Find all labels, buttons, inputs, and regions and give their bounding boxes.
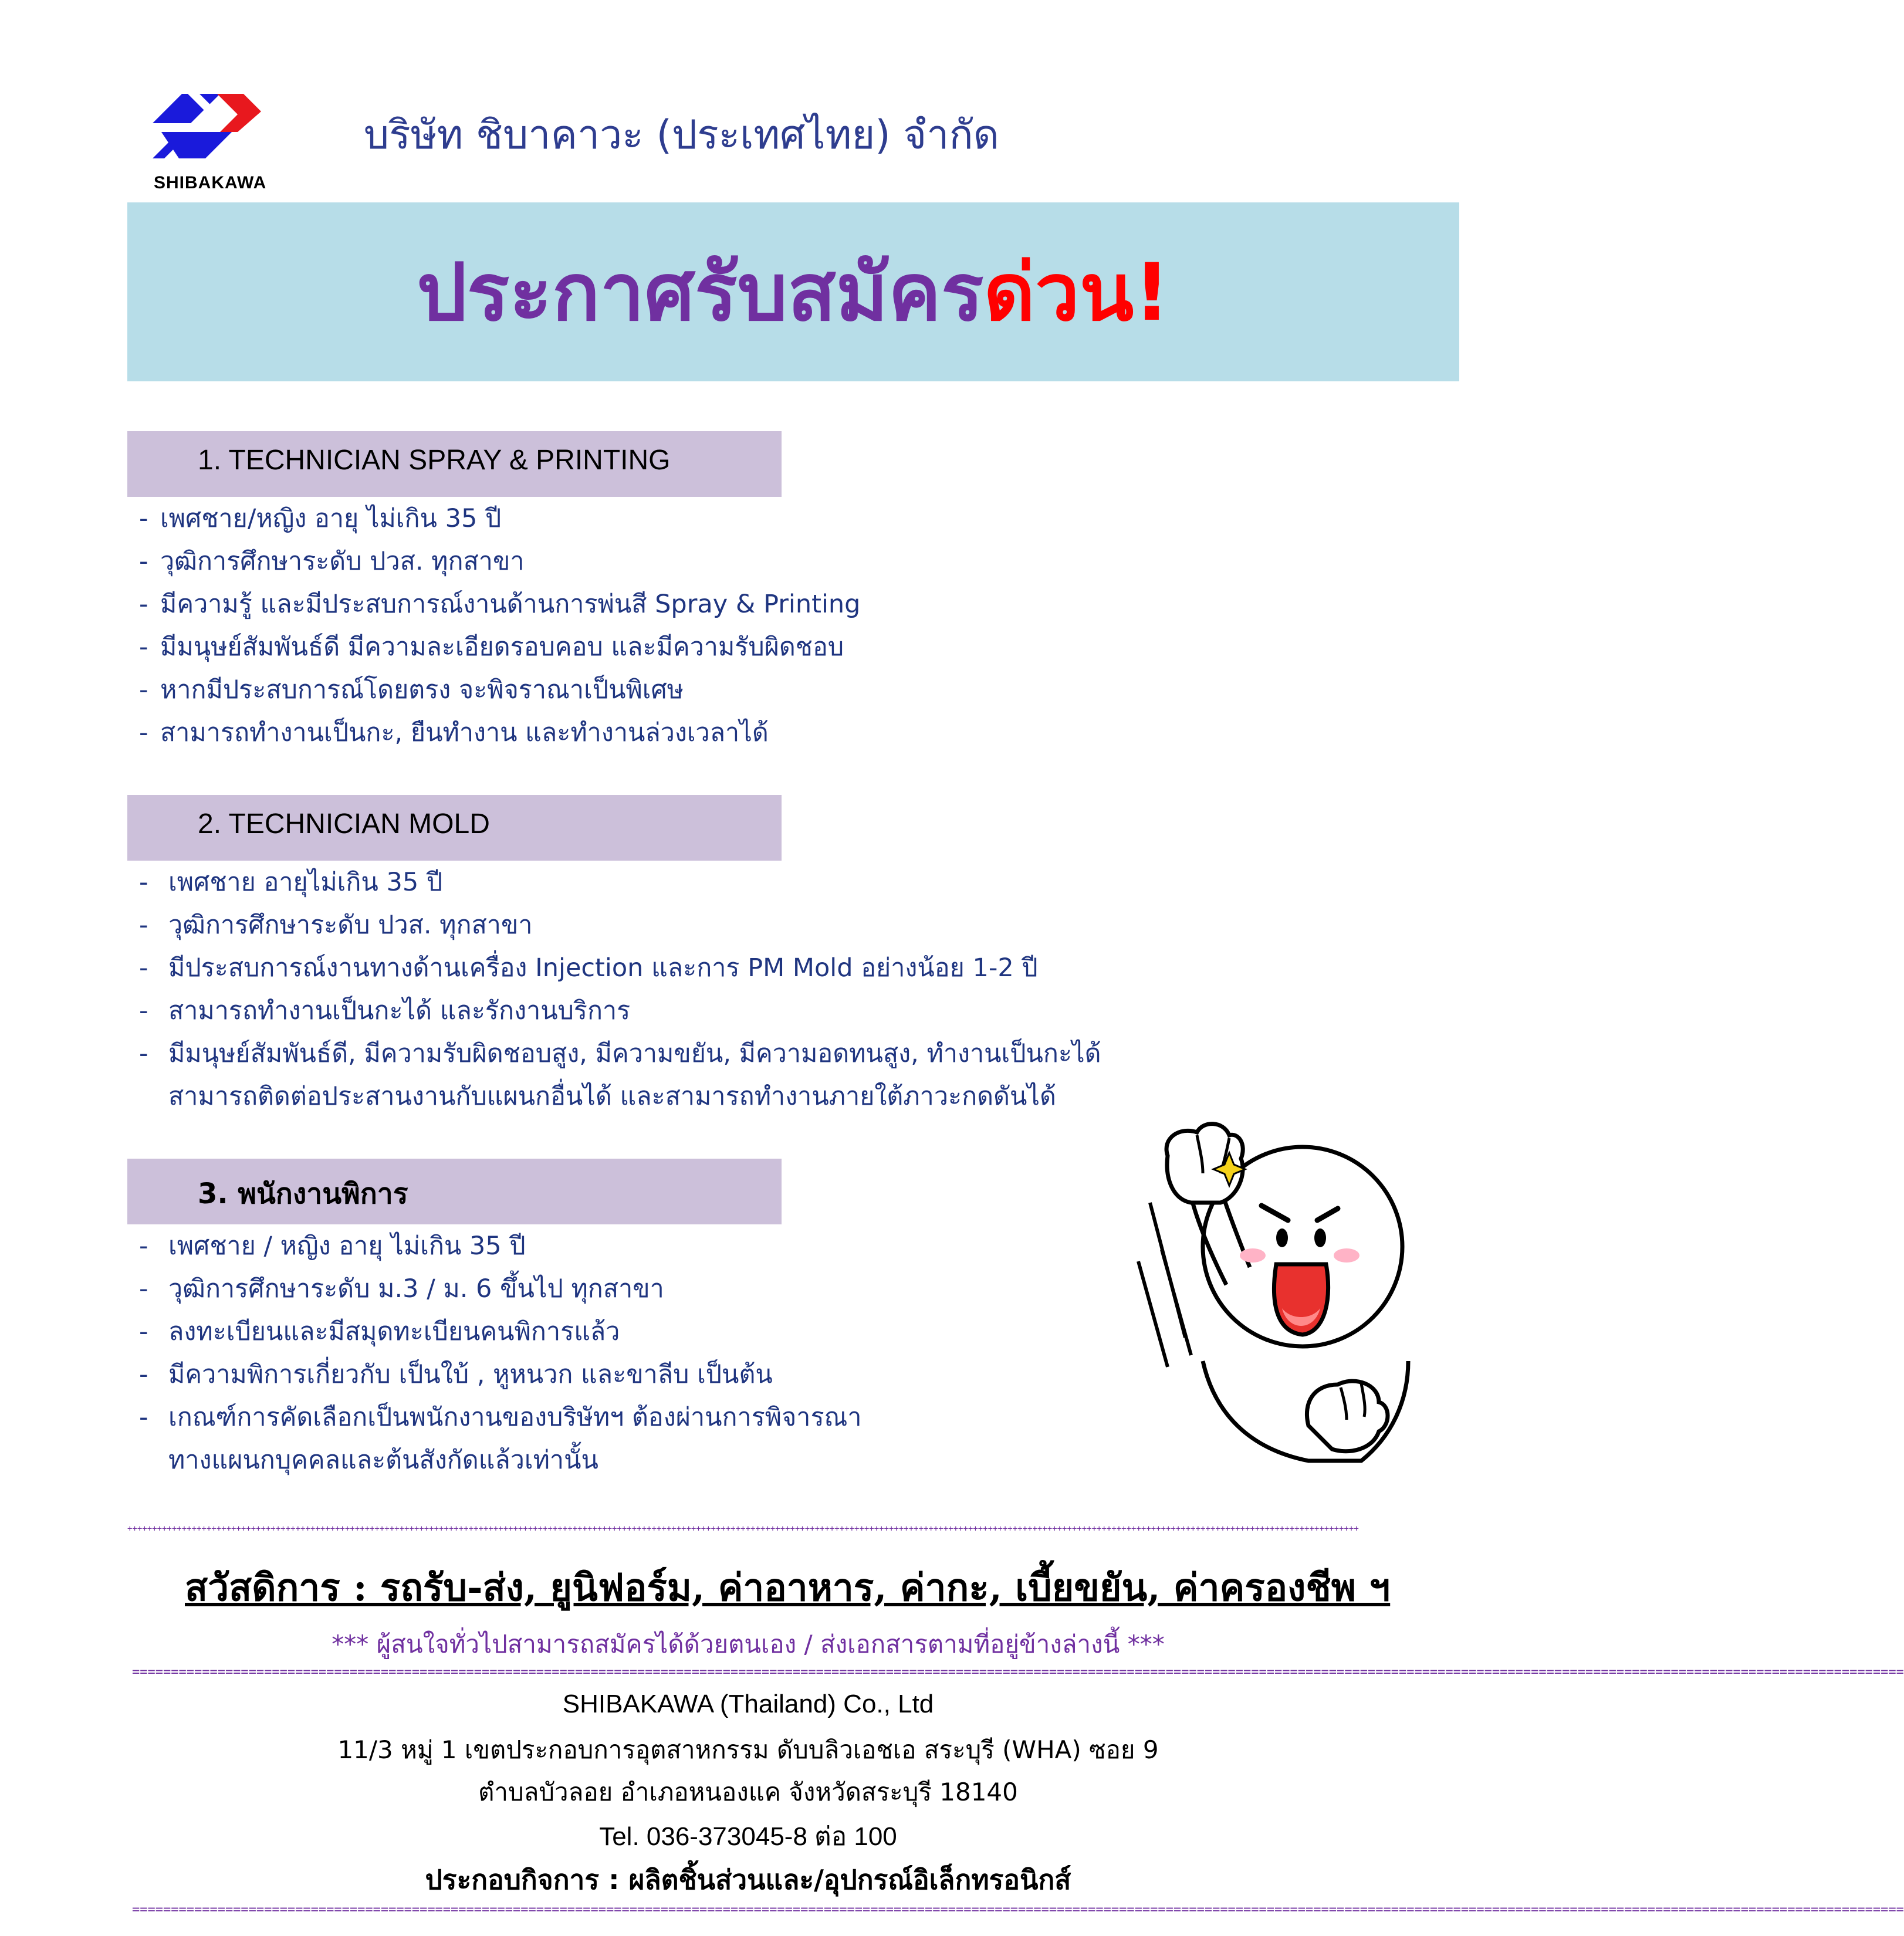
position-title: 3. พนักงานพิการ (198, 1177, 408, 1210)
application-note: *** ผู้สนใจทั่วไปสามารถสมัครได้ด้วยตนเอง / ส่งเอกสารตามที่อยู่ข้างล่างนี้ *** (332, 1630, 1165, 1659)
address-line-2: ตำบลบัวลอย อำเภอหนองแค จังหวัดสระบุรี 18140 (478, 1778, 1018, 1806)
position-header-1 (127, 431, 782, 497)
banner-title (127, 202, 1459, 381)
list-item: - สามารถทำงานเป็นกะ, ยืนทำงาน และทำงานล่วงเวลาได้ (139, 718, 769, 747)
cheering-mascot-icon (1115, 1109, 1432, 1473)
business-type: ประกอบกิจการ : ผลิตชิ้นส่วนและ/อุปกรณ์อิเล็กทรอนิกส์ (425, 1864, 1071, 1896)
list-item-continuation: สามารถติดต่อประสานงานกับแผนกอื่นได้ และสามารถทำงานภายใต้ภาวะกดดันได้ (168, 1082, 1056, 1111)
logo-text: SHIBAKAWA (154, 173, 267, 192)
list-item: - วุฒิการศึกษาระดับ ม.3 / ม. 6 ขึ้นไป ทุกสาขา (139, 1274, 664, 1304)
position-header-2 (127, 795, 782, 861)
telephone: Tel. 036-373045-8 ต่อ 100 (599, 1822, 897, 1851)
position-1-requirements (139, 497, 860, 754)
equals-separator-bottom: ==================================================================================================================================================================================================================================== (132, 1903, 1904, 1917)
list-item: - เกณฑ์การคัดเลือกเป็นพนักงานของบริษัทฯ ต้องผ่านการพิจารณา (139, 1403, 862, 1432)
banner-title-urgent: ด่วน! (983, 246, 1170, 339)
banner-title-main: ประกาศรับสมัคร (417, 246, 984, 339)
list-item: - ลงทะเบียนและมีสมุดทะเบียนคนพิการแล้ว (139, 1317, 620, 1346)
list-item: - วุฒิการศึกษาระดับ ปวส. ทุกสาขา (139, 547, 525, 576)
plus-separator: +++++++++++++++++++++++++++++++++++++++++++++++++++++++++++++++++++++++++++++++++++++++++++++++++++++++++++++++++++++++++++++++++++++++++++++++++++++++++++++++++++++++++++++++++++++++++++++++++++++++++++++++++++++++++++++++++++++++++++++++++++++++++ (127, 1524, 1359, 1534)
company-name: บริษัท ชิบาคาวะ (ประเทศไทย) จำกัด (364, 112, 999, 158)
list-item: - มีความรู้ และมีประสบการณ์งานด้านการพ่นสี Spray & Printing (139, 590, 861, 619)
list-item: - หากมีประสบการณ์โดยตรง จะพิจราณาเป็นพิเศษ (139, 675, 684, 705)
list-item: - สามารถทำงานเป็นกะได้ และรักงานบริการ (139, 996, 631, 1025)
list-item: - มีมนุษย์สัมพันธ์ดี, มีความรับผิดชอบสูง, มีความขยัน, มีความอดทนสูง, ทำงานเป็นกะได้ (139, 1039, 1101, 1068)
position-header-3 (127, 1159, 782, 1224)
company-english-name: SHIBAKAWA (Thailand) Co., Ltd (562, 1690, 934, 1718)
list-item: - เพศชาย อายุไม่เกิน 35 ปี (139, 868, 443, 897)
position-title: 2. TECHNICIAN MOLD (198, 808, 490, 840)
position-3-requirements (139, 1225, 862, 1482)
list-item: - มีความพิการเกี่ยวกับ เป็นใบ้ , หูหนวก และขาลีบ เป็นต้น (139, 1360, 773, 1389)
list-item-continuation: ทางแผนกบุคคลและต้นสังกัดแล้วเท่านั้น (168, 1446, 598, 1475)
list-item: - มีประสบการณ์งานทางด้านเครื่อง Injection และการ PM Mold อย่างน้อย 1-2 ปี (139, 953, 1038, 983)
list-item: - วุฒิการศึกษาระดับ ปวส. ทุกสาขา (139, 911, 533, 940)
address-line-1: 11/3 หมู่ 1 เขตประกอบการอุตสาหกรรม ดับบลิวเอชเอ สระบุรี (WHA) ซอย 9 (337, 1735, 1159, 1764)
equals-separator-top: ==================================================================================================================================================================================================================================== (132, 1665, 1904, 1680)
benefits-heading: สวัสดิการ : รถรับ-ส่ง, ยูนิฟอร์ม, ค่าอาหาร, ค่ากะ, เบี้ยขยัน, ค่าครองชีพ ฯ (185, 1566, 1391, 1610)
position-2-requirements (139, 861, 1101, 1118)
list-item: - เพศชาย/หญิง อายุ ไม่เกิน 35 ปี (139, 504, 502, 533)
list-item: - มีมนุษย์สัมพันธ์ดี มีความละเอียดรอบคอบ และมีความรับผิดชอบ (139, 632, 844, 662)
position-title: 1. TECHNICIAN SPRAY & PRINTING (198, 445, 671, 476)
list-item: - เพศชาย / หญิง อายุ ไม่เกิน 35 ปี (139, 1231, 526, 1261)
announcement-banner (127, 202, 1459, 381)
